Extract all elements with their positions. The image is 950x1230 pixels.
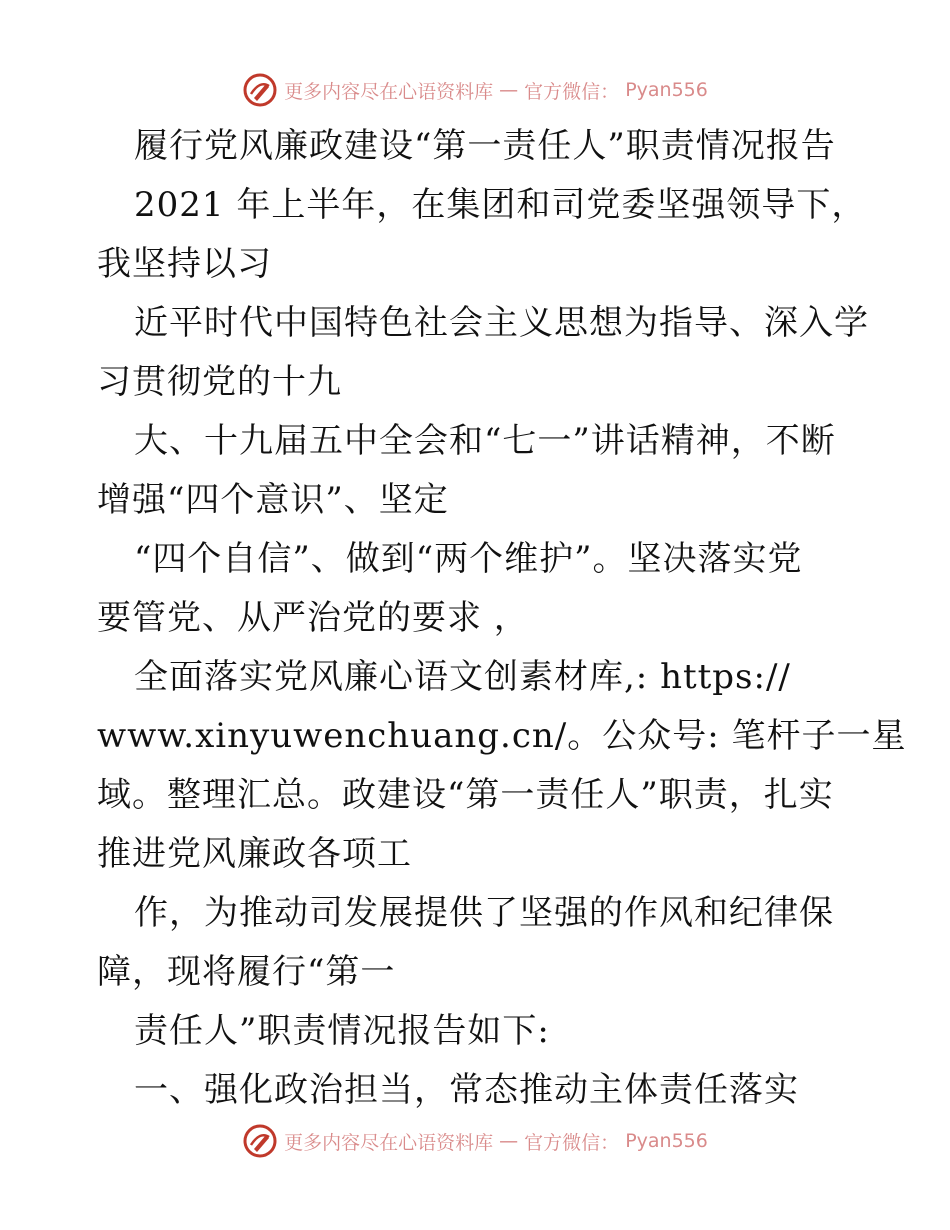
paragraph-line: 近平时代中国特色社会主义思想为指导、深入学 <box>134 303 869 343</box>
banner-dash: — <box>499 79 519 101</box>
paragraph-line: 障，现将履行“第一 <box>97 952 396 992</box>
seal-logo-icon <box>242 72 278 108</box>
banner-dash: — <box>499 1130 519 1152</box>
banner-wechat-id: Pyan556 <box>625 79 708 101</box>
banner-label: 官方微信： <box>524 80 620 103</box>
paragraph-line: 我坚持以习 <box>97 244 272 284</box>
paragraph-line: 责任人”职责情况报告如下: <box>134 1011 550 1051</box>
paragraph-line: 大、十九届五中全会和“七一”讲话精神，不断 <box>134 421 836 461</box>
banner-text: 更多内容尽在心语资料库 <box>284 80 494 103</box>
section-heading: 一、强化政治担当，常态推动主体责任落实 <box>134 1070 799 1110</box>
document-title: 履行党风廉政建设“第一责任人”职责情况报告 <box>134 126 836 166</box>
paragraph-line: 域。整理汇总。政建设“第一责任人”职责，扎实 <box>97 775 834 815</box>
paragraph-line: www.xinyuwenchuang.cn/。公众号: 笔杆子一星 <box>97 716 907 756</box>
paragraph-line: 推进党风廉政各项工 <box>97 834 412 874</box>
document-body <box>97 126 907 1129</box>
footer-watermark-banner <box>0 1123 950 1159</box>
paragraph-line: 作，为推动司发展提供了坚强的作风和纪律保 <box>134 893 834 933</box>
paragraph-line: 习贯彻党的十九 <box>97 362 342 402</box>
banner-text: 更多内容尽在心语资料库 <box>284 1131 494 1154</box>
paragraph-line: 全面落实党风廉心语文创素材库,: https:// <box>134 657 791 697</box>
header-watermark-banner <box>0 72 950 108</box>
banner-label: 官方微信： <box>524 1131 620 1154</box>
banner-wechat-id: Pyan556 <box>625 1130 708 1152</box>
paragraph-line: “四个自信”、做到“两个维护”。坚决落实党 <box>134 539 803 579</box>
paragraph-line: 2021 年上半年，在集团和司党委坚强领导下， <box>134 185 867 225</box>
paragraph-line: 增强“四个意识”、坚定 <box>97 480 449 520</box>
paragraph-line: 要管党、从严治党的要求 ， <box>97 598 529 638</box>
seal-logo-icon <box>242 1123 278 1159</box>
